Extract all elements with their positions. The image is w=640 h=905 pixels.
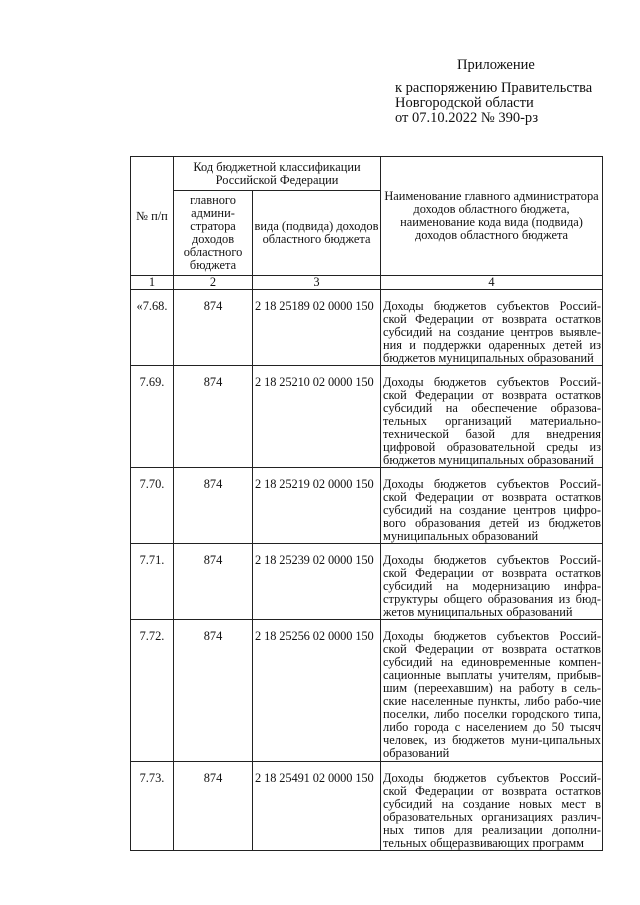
row-income-code: 2 18 25210 02 0000 150 <box>253 366 381 468</box>
header-row-1 <box>131 157 603 191</box>
header-num: № п/п <box>131 157 174 276</box>
row-income-name: Доходы бюджетов субъектов Россий-ской Федерации от возврата остатков субсидий на единовременные компен-сационные выплаты учителям, прибыв-шим (переехавшим) на работу в сель-ские населенные пункты, либо рабо-чие поселки, либо поселки городского типа, либо города с населением до 50 тысяч человек, из бюджетов муни-ципальных образований <box>381 620 603 762</box>
column-number: 4 <box>381 276 603 290</box>
header-admin: главного админи-стратора доходов областного бюджета <box>174 191 253 276</box>
row-admin-code: 874 <box>174 468 253 544</box>
table-row <box>131 544 603 620</box>
row-number: 7.71. <box>131 544 174 620</box>
header-line-region: Новгородской области <box>395 95 534 111</box>
table-row <box>131 366 603 468</box>
header-name: Наименование главного администратора доходов областного бюджета, наименование кода вида (подвида) доходов областного бюджета <box>381 157 603 276</box>
header-line-date: от 07.10.2022 № 390-рз <box>395 110 539 126</box>
row-income-name: Доходы бюджетов субъектов Россий-ской Федерации от возврата остатков субсидий на создание новых мест в образовательных организациях различ-ных типов для реализации дополни-тельных общеразвивающих программ <box>381 762 603 851</box>
row-income-name: Доходы бюджетов субъектов Россий-ской Федерации от возврата остатков субсидий на обеспечение образова-тельных организаций материально-технической базой для внедрения цифровой образовательной среды из бюджетов муниципальных образований <box>381 366 603 468</box>
row-number: «7.68. <box>131 290 174 366</box>
table-row <box>131 620 603 762</box>
row-income-name: Доходы бюджетов субъектов Россий-ской Федерации от возврата остатков субсидий на модернизацию инфра-структуры общего образования из бюд-жетов муниципальных образований <box>381 544 603 620</box>
row-income-code: 2 18 25219 02 0000 150 <box>253 468 381 544</box>
column-number: 1 <box>131 276 174 290</box>
row-admin-code: 874 <box>174 290 253 366</box>
row-number: 7.69. <box>131 366 174 468</box>
row-admin-code: 874 <box>174 762 253 851</box>
appendix-title: Приложение <box>457 57 535 73</box>
row-number: 7.72. <box>131 620 174 762</box>
column-number: 3 <box>253 276 381 290</box>
row-number: 7.73. <box>131 762 174 851</box>
header-line-order: к распоряжению Правительства <box>395 80 593 96</box>
row-income-name: Доходы бюджетов субъектов Россий-ской Федерации от возврата остатков субсидий на создание центров цифро-вого образования детей из бюджетов муниципальных образований <box>381 468 603 544</box>
header-classification: Код бюджетной классификации Российской Федерации <box>174 157 381 191</box>
header-block <box>395 58 630 126</box>
row-admin-code: 874 <box>174 544 253 620</box>
row-income-code: 2 18 25189 02 0000 150 <box>253 290 381 366</box>
header-code: вида (подвида) доходов областного бюджета <box>253 191 381 276</box>
table-row <box>131 468 603 544</box>
row-admin-code: 874 <box>174 620 253 762</box>
budget-table <box>130 156 603 851</box>
row-number: 7.70. <box>131 468 174 544</box>
row-income-name: Доходы бюджетов субъектов Россий-ской Федерации от возврата остатков субсидий на создание центров выявле-ния и поддержки одаренных детей из бюджетов муниципальных образований <box>381 290 603 366</box>
column-numbers-row <box>131 276 603 290</box>
row-admin-code: 874 <box>174 366 253 468</box>
table-row <box>131 290 603 366</box>
row-income-code: 2 18 25239 02 0000 150 <box>253 544 381 620</box>
column-number: 2 <box>174 276 253 290</box>
row-income-code: 2 18 25491 02 0000 150 <box>253 762 381 851</box>
table-row <box>131 762 603 851</box>
row-income-code: 2 18 25256 02 0000 150 <box>253 620 381 762</box>
